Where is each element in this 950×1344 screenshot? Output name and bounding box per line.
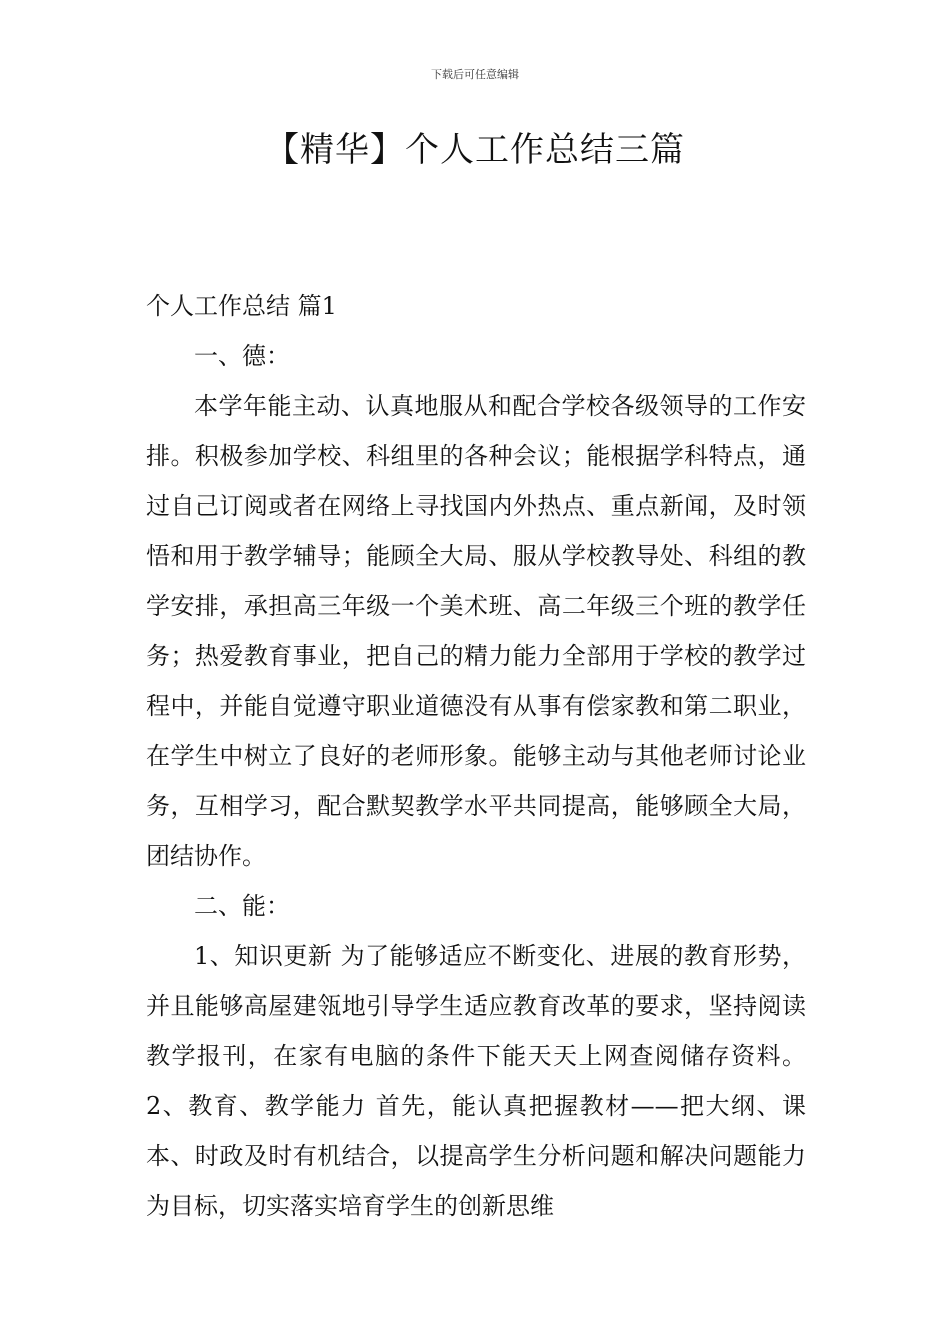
paragraph-heading-de: 一、德： bbox=[194, 342, 290, 370]
document-title: 【精华】个人工作总结三篇 bbox=[265, 130, 685, 170]
header-note: 下载后可任意编辑 bbox=[431, 68, 519, 81]
section-heading: 个人工作总结 篇1 bbox=[146, 292, 337, 320]
paragraph-neng-content: 1、知识更新 为了能够适应不断变化、进展的教育形势，并且能够高屋建瓴地引导学生适应教育改革的要求，坚持阅读教学报刊，在家有电脑的条件下能天天上网查阅储存资料。 2、教育、教学能力 首先，能认真把握教材——把大纲、课本、时政及时有机结合，以提高学生分析问题和解决问题能力为目标，切实落实培育学生的创新思维 bbox=[146, 942, 806, 1220]
paragraph-de-content: 本学年能主动、认真地服从和配合学校各级领导的工作安排。积极参加学校、科组里的各种会议；能根据学科特点，通过自己订阅或者在网络上寻找国内外热点、重点新闻，及时领悟和用于教学辅导；能顾全大局、服从学校教导处、科组的教学安排，承担高三年级一个美术班、高二年级三个班的教学任务；热爱教育事业，把自己的精力能力全部用于学校的教学过程中，并能自觉遵守职业道德没有从事有偿家教和第二职业，在学生中树立了良好的老师形象。能够主动与其他老师讨论业务，互相学习，配合默契教学水平共同提高，能够顾全大局，团结协作。 bbox=[146, 392, 806, 870]
document-body bbox=[146, 281, 806, 1231]
paragraph-heading-neng: 二、能： bbox=[194, 892, 290, 920]
